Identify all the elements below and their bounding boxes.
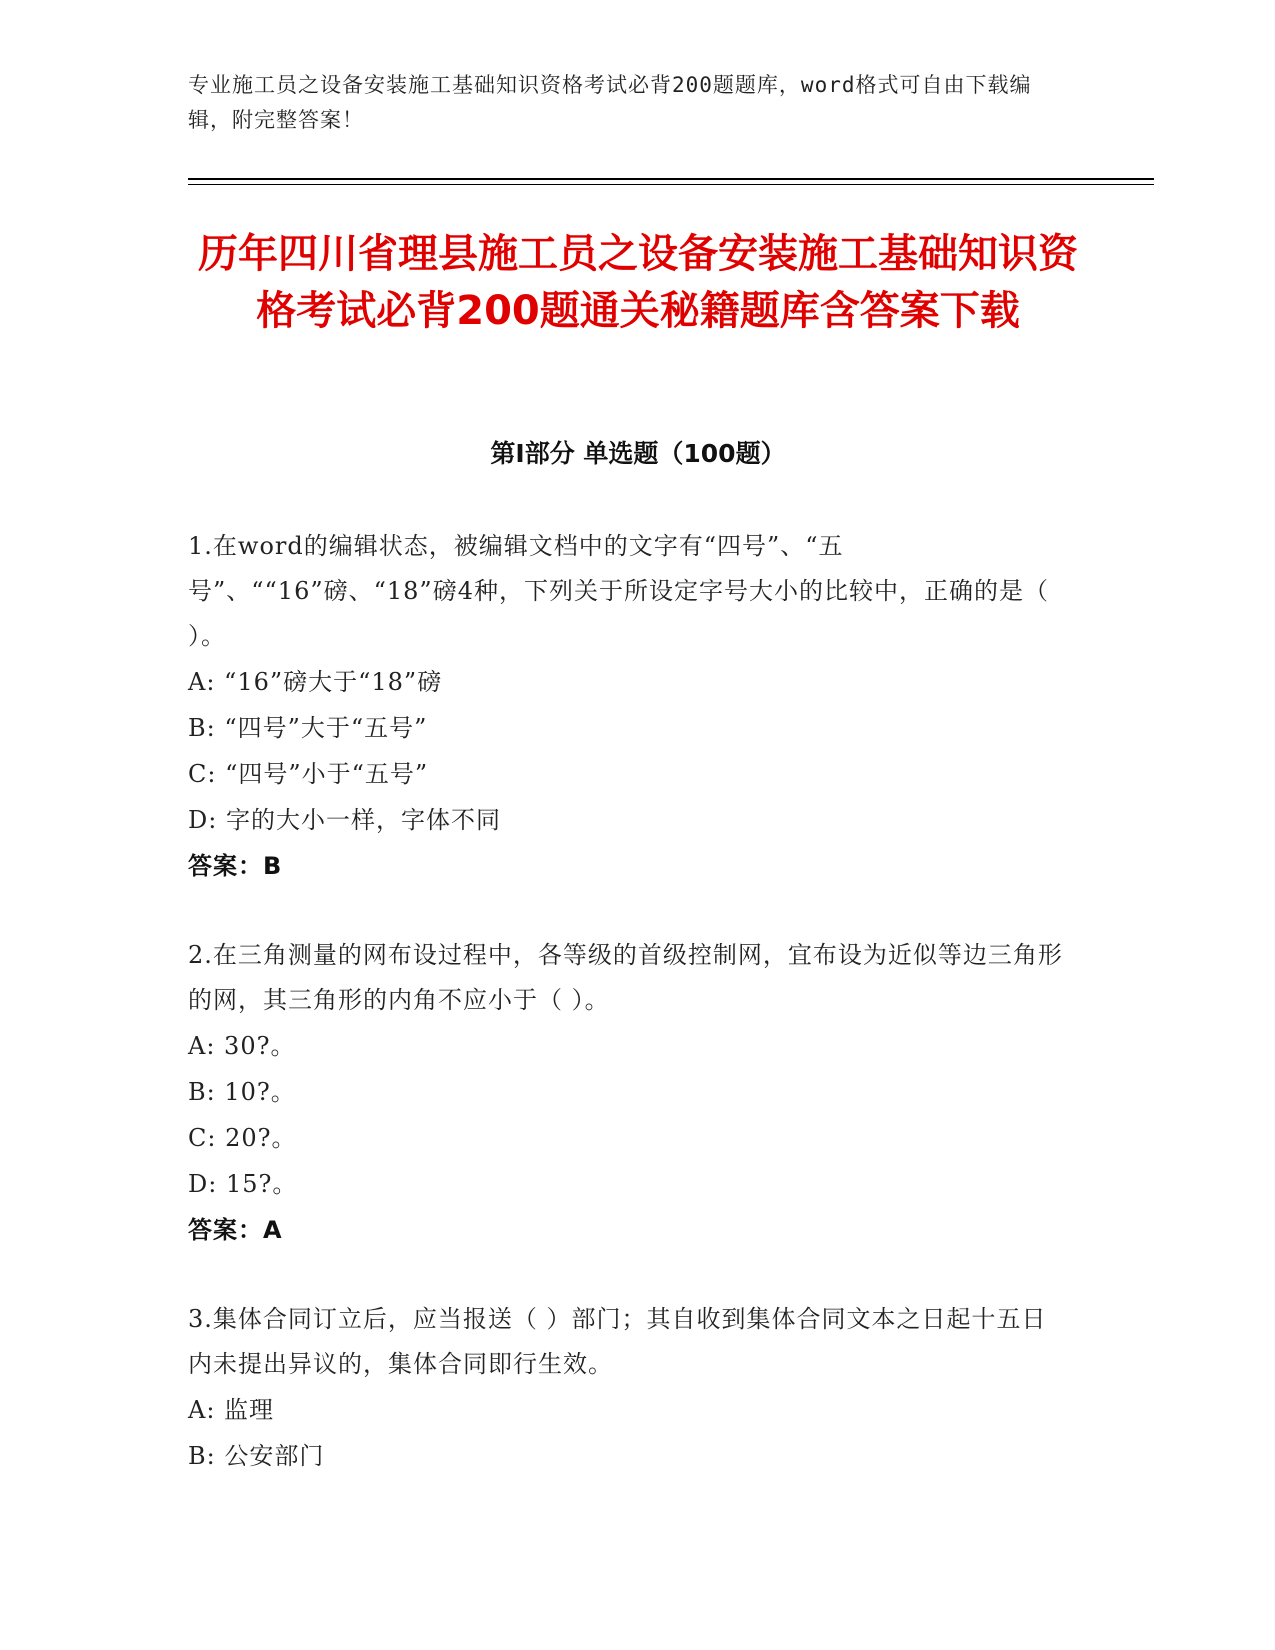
header-rule-thin <box>188 184 1154 185</box>
option-d: D: 字的大小一样，字体不同 <box>188 806 501 834</box>
option-c: C: “四号”小于“五号” <box>188 760 429 788</box>
document-title: 历年四川省理县施工员之设备安装施工基础知识资格考试必背200题通关秘籍题库含答案下载 <box>198 231 1078 334</box>
question-2 <box>188 933 1068 1253</box>
option-b: B: 10?。 <box>188 1078 296 1106</box>
option-a: A: 监理 <box>188 1396 275 1424</box>
option-b: B: 公安部门 <box>188 1442 325 1470</box>
question-stem: 1.在word的编辑状态，被编辑文档中的文字有“四号”、“五号”、““16”磅、“18”磅4种，下列关于所设定字号大小的比较中，正确的是（ ）。 <box>188 532 1049 650</box>
question-stem: 3.集体合同订立后，应当报送（ ）部门；其自收到集体合同文本之日起十五日内未提出异议的，集体合同即行生效。 <box>188 1305 1047 1378</box>
question-3 <box>188 1297 1068 1479</box>
question-stem: 2.在三角测量的网布设过程中，各等级的首级控制网，宜布设为近似等边三角形的网，其三角形的内角不应小于（ ）。 <box>188 941 1063 1014</box>
answer-line: 答案：A <box>188 1216 283 1244</box>
header-note: 专业施工员之设备安装施工基础知识资格考试必背200题题库，word格式可自由下载编辑，附完整答案！ <box>188 73 1032 132</box>
answer-line: 答案：B <box>188 852 283 880</box>
option-c: C: 20?。 <box>188 1124 297 1152</box>
question-list <box>188 524 1068 1523</box>
section-title: 第I部分 单选题（100题） <box>490 439 786 468</box>
header-rule-thick <box>188 178 1154 180</box>
question-1 <box>188 524 1068 889</box>
option-a: A: 30?。 <box>188 1032 296 1060</box>
option-a: A: “16”磅大于“18”磅 <box>188 668 443 696</box>
option-d: D: 15?。 <box>188 1170 298 1198</box>
option-b: B: “四号”大于“五号” <box>188 714 428 742</box>
